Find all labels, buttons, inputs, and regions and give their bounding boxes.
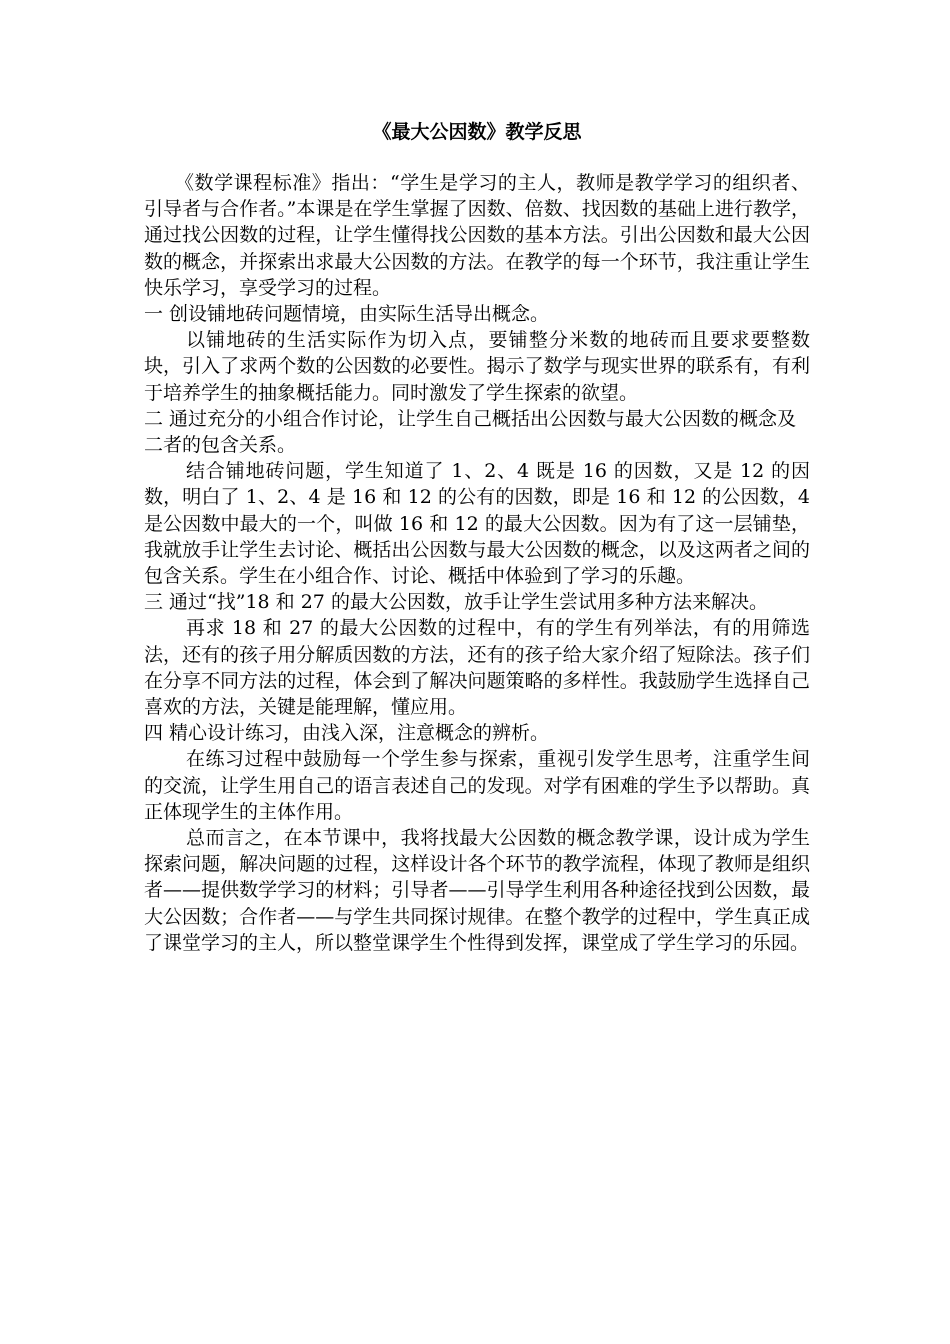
section-3-body: 再求 18 和 27 的最大公因数的过程中，有的学生有列举法，有的用筛选法，还有的孩子用分解质因数的方法，还有的孩子给大家介绍了短除法。孩子们在分享不同方法的过程，体会到了解决问题策略的多样性。我鼓励学生选择自己喜欢的方法，关键是能理解，懂应用。 bbox=[144, 617, 810, 719]
section-2-body: 结合铺地砖问题，学生知道了 1、2、4 既是 16 的因数，又是 12 的因数，明白了 1、2、4 是 16 和 12 的公有的因数，即是 16 和 12 的公因数，4 是公因数中最大的一个，叫做 16 和 12 的最大公因数。因为有了这一层铺垫，我就放手让学生去讨论、概括出公因数与最大公因数的概念，以及这两者之间的包含关系。学生在小组合作、讨论、概括中体验到了学习的乐趣。 bbox=[144, 460, 810, 588]
section-2-heading: 二 通过充分的小组合作讨论，让学生自己概括出公因数与最大公因数的概念及二者的包含关系。 bbox=[144, 407, 797, 457]
document-title: 《最大公因数》教学反思 bbox=[372, 121, 582, 143]
document-page bbox=[144, 118, 810, 956]
conclusion-paragraph: 总而言之，在本节课中，我将找最大公因数的概念教学课，设计成为学生探索问题，解决问题的过程，这样设计各个环节的教学流程，体现了教师是组织者——提供数学学习的材料；引导者——引导学生利用各种途径找到公因数，最大公因数；合作者——与学生共同探讨规律。在整个教学的过程中，学生真正成了课堂学习的主人，所以整堂课学生个性得到发挥，课堂成了学生学习的乐园。 bbox=[144, 827, 810, 954]
section-3-heading: 三 通过“找”18 和 27 的最大公因数，放手让学生尝试用多种方法来解决。 bbox=[144, 591, 768, 614]
section-1-body: 以铺地砖的生活实际作为切入点，要铺整分米数的地砖而且要求要整数块，引入了求两个数的公因数的必要性。揭示了数学与现实世界的联系有，有利于培养学生的抽象概括能力。同时激发了学生探索的欲望。 bbox=[144, 329, 810, 404]
section-1-heading: 一 创设铺地砖问题情境，由实际生活导出概念。 bbox=[144, 303, 550, 326]
intro-paragraph: 《数学课程标准》指出：“学生是学习的主人，教师是教学学习的组织者、引导者与合作者。”本课是在学生掌握了因数、倍数、找因数的基础上进行教学，通过找公因数的过程，让学生懂得找公因数的基本方法。引出公因数和最大公因数的概念，并探索出求最大公因数的方法。在教学的每一个环节，我注重让学生快乐学习，享受学习的过程。 bbox=[144, 172, 810, 299]
section-4-heading: 四 精心设计练习，由浅入深，注意概念的辨析。 bbox=[144, 722, 550, 745]
section-4-body: 在练习过程中鼓励每一个学生参与探索，重视引发学生思考，注重学生间的交流，让学生用自己的语言表述自己的发现。对学有困难的学生予以帮助。真正体现学生的主体作用。 bbox=[144, 748, 810, 823]
